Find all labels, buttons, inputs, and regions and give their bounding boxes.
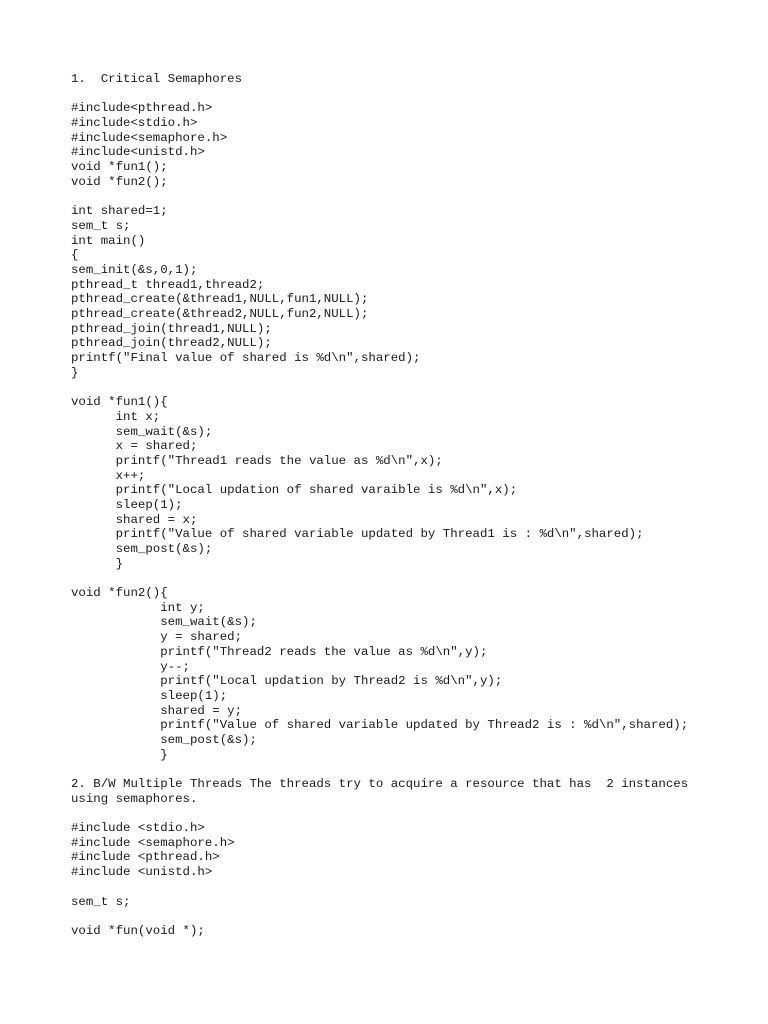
document-line: sem_t s; — [71, 218, 131, 233]
document-line: pthread_create(&thread1,NULL,fun1,NULL); — [71, 292, 369, 307]
document-line — [71, 762, 751, 777]
document-line: sem_post(&s); — [71, 542, 213, 556]
document-line: sleep(1); — [71, 497, 183, 512]
document-line: printf("Value of shared variable updated by Thread1 is : %d\n",shared); — [71, 527, 644, 542]
document-line — [71, 880, 751, 895]
document-line — [71, 571, 751, 586]
document-line: #include<semaphore.h> — [71, 130, 228, 145]
document-line: x = shared; — [71, 439, 198, 454]
document-line: #include <pthread.h> — [71, 850, 220, 865]
document-line: pthread_t thread1,thread2; — [71, 277, 265, 292]
document-line: y = shared; — [71, 630, 243, 645]
document-line: #include<pthread.h> — [71, 101, 213, 116]
document-line: #include <unistd.h> — [71, 865, 213, 880]
document-line: printf("Final value of shared is %d\n",shared); — [71, 351, 421, 366]
document-line: printf("Thread1 reads the value as %d\n",x); — [71, 453, 443, 468]
document-line: #include <semaphore.h> — [71, 835, 235, 850]
code-document-body — [71, 72, 751, 939]
document-line: int y; — [71, 600, 205, 615]
document-line: #include<unistd.h> — [71, 145, 205, 160]
document-line: printf("Local updation of shared varaible is %d\n",x); — [71, 483, 518, 498]
document-line: pthread_join(thread2,NULL); — [71, 336, 272, 351]
document-line: sleep(1); — [71, 688, 228, 703]
document-line: sem_init(&s,0,1); — [71, 262, 198, 277]
document-line: shared = y; — [71, 703, 243, 718]
document-line: printf("Value of shared variable updated by Thread2 is : %d\n",shared); — [71, 718, 689, 733]
document-line: sem_wait(&s); — [71, 615, 257, 630]
document-line: 1. Critical Semaphores — [71, 72, 243, 86]
document-line: shared = x; — [71, 512, 198, 527]
document-line: pthread_join(thread1,NULL); — [71, 321, 272, 336]
document-line: sem_t s; — [71, 894, 131, 909]
document-line: } — [71, 556, 124, 571]
document-line — [71, 190, 751, 205]
document-line: sem_wait(&s); — [71, 424, 213, 439]
document-line: printf("Local updation by Thread2 is %d\n",y); — [71, 674, 503, 689]
document-line: #include <stdio.h> — [71, 821, 205, 836]
document-line: void *fun(void *); — [71, 923, 205, 938]
document-line: y--; — [71, 659, 190, 674]
document-line: int shared=1; — [71, 204, 168, 219]
document-line: { — [71, 248, 79, 263]
document-line: } — [71, 365, 79, 380]
document-line: sem_post(&s); — [71, 732, 257, 747]
document-line: printf("Thread2 reads the value as %d\n",y); — [71, 644, 488, 659]
document-line: } — [71, 747, 168, 762]
document-line: #include<stdio.h> — [71, 116, 198, 131]
document-line: int x; — [71, 409, 161, 424]
document-line: void *fun1(){ — [71, 395, 168, 410]
document-line: pthread_create(&thread2,NULL,fun2,NULL); — [71, 307, 369, 321]
document-line: x++; — [71, 468, 146, 483]
document-line — [71, 909, 751, 924]
document-line: int main() — [71, 233, 146, 248]
document-line: void *fun2(){ — [71, 586, 168, 601]
document-line — [71, 87, 751, 102]
document-line: void *fun1(); — [71, 160, 168, 175]
document-line — [71, 380, 751, 395]
document-line — [71, 806, 751, 821]
document-line: 2. B/W Multiple Threads The threads try to acquire a resource that has 2 instances — [71, 777, 689, 791]
document-line: void *fun2(); — [71, 174, 168, 189]
document-line: using semaphores. — [71, 791, 198, 806]
